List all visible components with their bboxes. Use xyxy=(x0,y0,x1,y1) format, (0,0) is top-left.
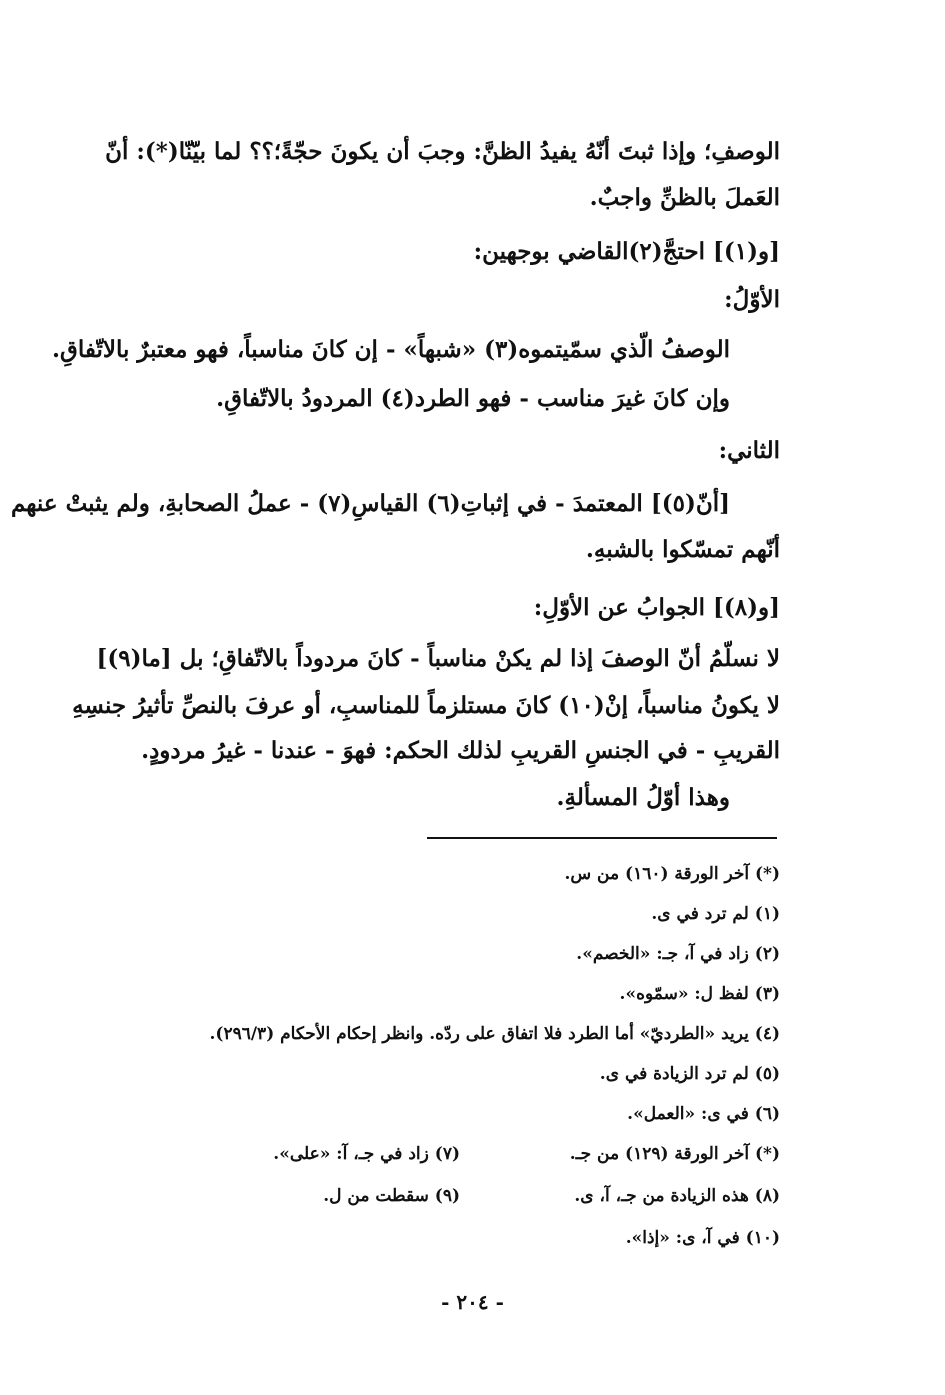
text-line: وهذا أوّلُ المسألةِ. xyxy=(556,784,730,811)
section-heading: الأوّلُ: xyxy=(724,286,780,313)
section-heading: [و(١)] احتجَّ(٢)القاضي بوجهين: xyxy=(473,238,780,265)
page-number: - ٢٠٤ - xyxy=(441,1290,504,1314)
text-line: القريبِ - في الجنسِ القريبِ لذلك الحكم: فهوَ - عندنا - غيرُ مردودٍ. xyxy=(141,737,780,764)
footnote: (١٠) في آ، ى: «إذا». xyxy=(625,1228,780,1248)
footnote: (٧) زاد في جـ، آ: «على». xyxy=(273,1144,460,1164)
text-line: الوصفُ الّذي سمّيتموه(٣) «شبهاً» - إن كانَ مناسباً، فهو معتبرٌ بالاتّفاقِ. xyxy=(51,336,730,363)
text-line: أنّهم تمسّكوا بالشبهِ. xyxy=(585,536,780,563)
text-line: [أنّ(٥)] المعتمدَ - في إثباتِ(٦) القياسِ(٧) - عملُ الصحابةِ، ولم يثبتْ عنهم xyxy=(11,490,730,517)
footnote: (*) آخر الورقة (١٢٩) من جـ. xyxy=(569,1144,780,1164)
text-line: وإن كانَ غيرَ مناسب - فهو الطرد(٤) المردودُ بالاتّفاقِ. xyxy=(216,385,730,412)
text-line: لا نسلّمُ أنّ الوصفَ إذا لم يكنْ مناسباً - كانَ مردوداً بالاتّفاقِ؛ بل [ما(٩)] xyxy=(96,645,780,672)
footnote: (٥) لم ترد الزيادة في ى. xyxy=(599,1064,780,1084)
footnote: (٤) يريد «الطرديّ» أما الطرد فلا اتفاق على ردّه. وانظر إحكام الأحكام (٢٩٦/٣). xyxy=(209,1024,780,1044)
footnote: (*) آخر الورقة (١٦٠) من س. xyxy=(564,864,780,884)
footnote-separator xyxy=(427,837,777,839)
section-heading: الثاني: xyxy=(718,437,780,464)
footnote: (٦) في ى: «العمل». xyxy=(627,1104,780,1124)
footnote: (٢) زاد في آ، جـ: «الخصم». xyxy=(576,944,780,964)
section-heading: [و(٨)] الجوابُ عن الأوّلِ: xyxy=(533,594,780,621)
footnote: (١) لم ترد في ى. xyxy=(651,904,780,924)
text-line: لا يكونُ مناسباً، إنْ(١٠) كانَ مستلزماً للمناسبِ، أو عرفَ بالنصِّ تأثيرُ جنسِهِ xyxy=(72,692,780,719)
footnote: (٩) سقطت من ل. xyxy=(323,1186,460,1206)
footnote: (٨) هذه الزيادة من جـ، آ، ى. xyxy=(574,1186,780,1206)
text-line: الوصفِ؛ وإذا ثبتَ أنّهُ يفيدُ الظنَّ: وجبَ أن يكونَ حجّةً؛؟؟ لما بيّنّا(*): أنّ xyxy=(105,138,780,165)
footnote: (٣) لفظ ل: «سمّوه». xyxy=(619,984,780,1004)
text-line: العَملَ بالظنِّ واجبٌ. xyxy=(589,184,780,211)
